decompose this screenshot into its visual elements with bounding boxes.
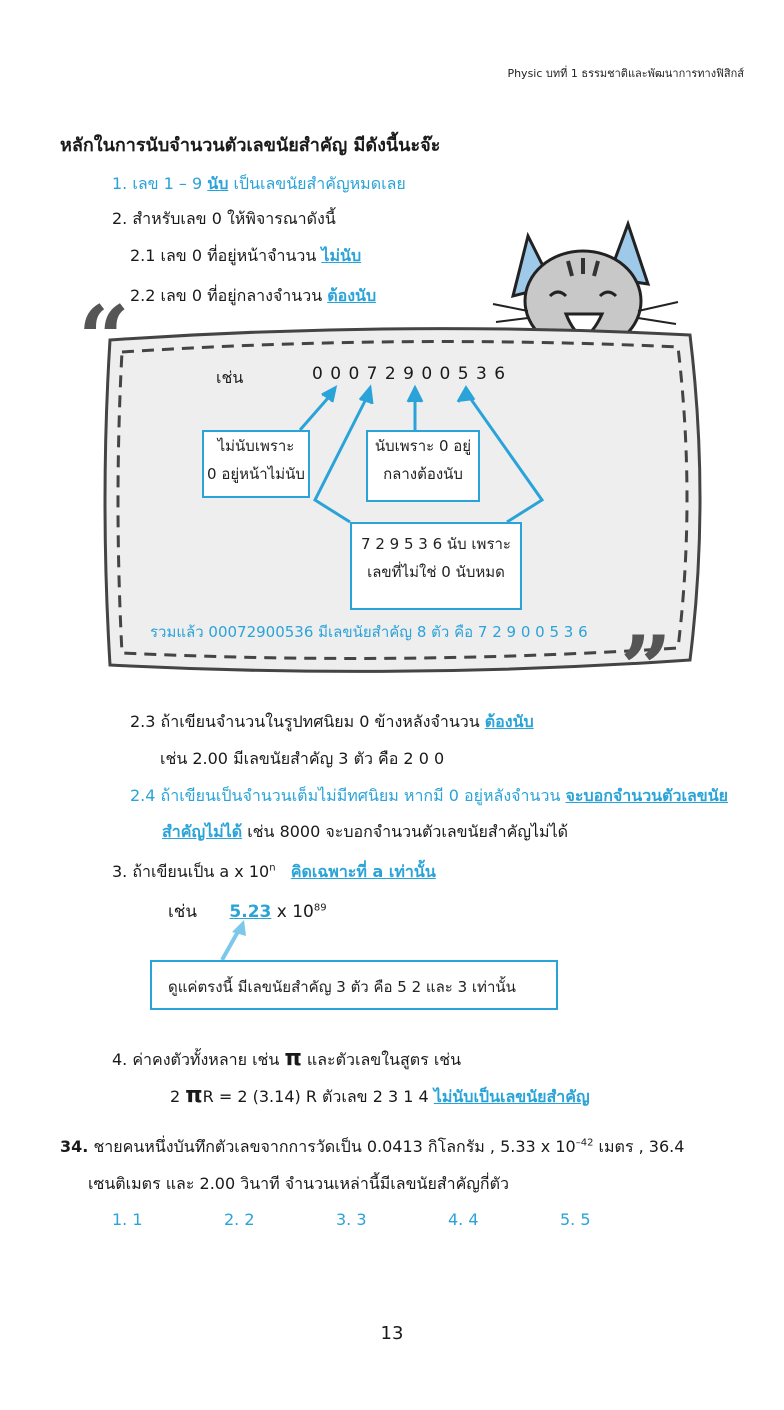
box-leading-zeros-line1: ไม่นับเพราะ bbox=[217, 437, 295, 455]
rule-4-suffix: และตัวเลขในสูตร เช่น bbox=[301, 1050, 462, 1069]
rule-3-box: ดูแค่ตรงนี้ มีเลขนัยสำคัญ 3 ตัว คือ 5 2 และ 3 เท่านั้น bbox=[150, 960, 558, 1010]
rule-4-ex-pre: 2 bbox=[170, 1087, 186, 1106]
question-text-a: ชายคนหนึ่งบันทึกตัวเลขจากการวัดเป็น 0.0413 กิโลกรัม , 5.33 x 10 bbox=[93, 1137, 576, 1156]
rule-2-3-example: เช่น 2.00 มีเลขนัยสำคัญ 3 ตัว คือ 2 0 0 bbox=[160, 749, 445, 768]
question-line-1 bbox=[60, 1135, 684, 1160]
rule-3-ex-mant: 5.23 bbox=[229, 902, 272, 922]
rule-2-4-text: 2.4 ถ้าเขียนเป็นจำนวนเต็มไม่มีทศนิยม หากมี 0 อยู่หลังจำนวน bbox=[130, 786, 566, 805]
question-number: 34. bbox=[60, 1137, 89, 1156]
rule-3 bbox=[112, 860, 436, 885]
box-nonzero bbox=[350, 522, 522, 610]
rule-1-suffix: เป็นเลขนัยสำคัญหมดเลย bbox=[228, 174, 406, 193]
pi-symbol-formula: π bbox=[185, 1083, 203, 1108]
rule-3-key: คิดเฉพาะที่ a เท่านั้น bbox=[290, 862, 436, 881]
svg-text:”: ” bbox=[620, 616, 672, 700]
rule-1-key: นับ bbox=[207, 174, 229, 193]
question-text-b: เมตร , 36.4 bbox=[593, 1137, 685, 1156]
question-line-2: เซนติเมตร และ 2.00 วินาที จำนวนเหล่านี้มีเลขนัยสำคัญกี่ตัว bbox=[88, 1174, 509, 1193]
svg-text:“: “ bbox=[78, 300, 130, 392]
page-number: 13 bbox=[380, 1323, 404, 1344]
box-leading-zeros-line2: 0 อยู่หน้าไม่นับ bbox=[207, 465, 305, 483]
choice-4[interactable]: 4. 4 bbox=[448, 1210, 479, 1229]
box-leading-zeros bbox=[202, 430, 310, 498]
rule-4 bbox=[112, 1046, 461, 1073]
box-middle-zeros bbox=[366, 430, 480, 502]
rule-1-prefix: 1. เลข 1 – 9 bbox=[112, 174, 208, 193]
choice-1[interactable]: 1. 1 bbox=[112, 1210, 143, 1229]
choice-3[interactable]: 3. 3 bbox=[336, 1210, 367, 1229]
rule-2-3-key: ต้องนับ bbox=[484, 712, 534, 731]
rule-4-ex-key: ไม่นับเป็นเลขนัยสำคัญ bbox=[433, 1087, 590, 1106]
rule-2-1-key: ไม่นับ bbox=[321, 246, 362, 265]
section-heading: หลักในการนับจำนวนตัวเลขนัยสำคัญ มีดังนี้นะจ๊ะ bbox=[60, 135, 441, 156]
rule-3-prefix: 3. ถ้าเขียนเป็น a x 10 bbox=[112, 862, 270, 881]
rule-3-ex-times: x 10 bbox=[271, 902, 314, 922]
rule-3-arrow bbox=[214, 918, 254, 962]
example-summary: รวมแล้ว 00072900536 มีเลขนัยสำคัญ 8 ตัว คือ 7 2 9 0 0 5 3 6 bbox=[150, 623, 588, 641]
rule-2-4b-text: เช่น 8000 จะบอกจำนวนตัวเลขนัยสำคัญไม่ได้ bbox=[242, 822, 569, 841]
rule-2-4 bbox=[130, 784, 728, 809]
pi-symbol: π bbox=[284, 1046, 302, 1071]
rule-2-2-text: 2.2 เลข 0 ที่อยู่กลางจำนวน bbox=[130, 286, 328, 305]
rule-1 bbox=[112, 172, 406, 197]
example-label: เช่น bbox=[216, 368, 244, 387]
rule-2-4b-key: สำคัญไม่ได้ bbox=[162, 822, 243, 841]
rule-2-4-cont bbox=[162, 820, 568, 845]
rule-2-4-key: จะบอกจำนวนตัวเลขนัย bbox=[565, 786, 729, 805]
rule-4-example bbox=[170, 1083, 590, 1110]
box-middle-zeros-line1: นับเพราะ 0 อยู่ bbox=[374, 437, 472, 455]
box-nonzero-line1: 7 2 9 5 3 6 นับ เพราะ bbox=[361, 535, 511, 553]
rule-2-1 bbox=[130, 244, 361, 269]
rule-2-3 bbox=[130, 710, 534, 735]
rule-2-1-text: 2.1 เลข 0 ที่อยู่หน้าจำนวน bbox=[130, 246, 322, 265]
rule-4-ex-text: R = 2 (3.14) R ตัวเลข 2 3 1 4 bbox=[202, 1087, 434, 1106]
rule-2-2-key: ต้องนับ bbox=[327, 286, 377, 305]
box-middle-zeros-line2: กลางต้องนับ bbox=[383, 465, 463, 483]
rule-3-ex-exp: 89 bbox=[313, 902, 327, 914]
rule-3-ex-label: เช่น bbox=[168, 902, 197, 922]
running-header: Physic บทที่ 1 ธรรมชาติและพัฒนาการทางฟิสิกส์ bbox=[507, 67, 744, 80]
rule-2: 2. สำหรับเลข 0 ให้พิจารณาดังนี้ bbox=[112, 209, 336, 228]
rule-4-prefix: 4. ค่าคงตัวทั้งหลาย เช่น bbox=[112, 1050, 285, 1069]
box-nonzero-line2: เลขที่ไม่ใช่ 0 นับหมด bbox=[367, 563, 505, 581]
choice-2[interactable]: 2. 2 bbox=[224, 1210, 255, 1229]
example-number: 0 0 0 7 2 9 0 0 5 3 6 bbox=[312, 364, 507, 384]
question-exp: –42 bbox=[575, 1137, 594, 1149]
choice-5[interactable]: 5. 5 bbox=[560, 1210, 591, 1229]
rule-2-3-text: 2.3 ถ้าเขียนจำนวนในรูปทศนิยม 0 ข้างหลังจำนวน bbox=[130, 712, 485, 731]
rule-3-exp: n bbox=[269, 862, 276, 874]
